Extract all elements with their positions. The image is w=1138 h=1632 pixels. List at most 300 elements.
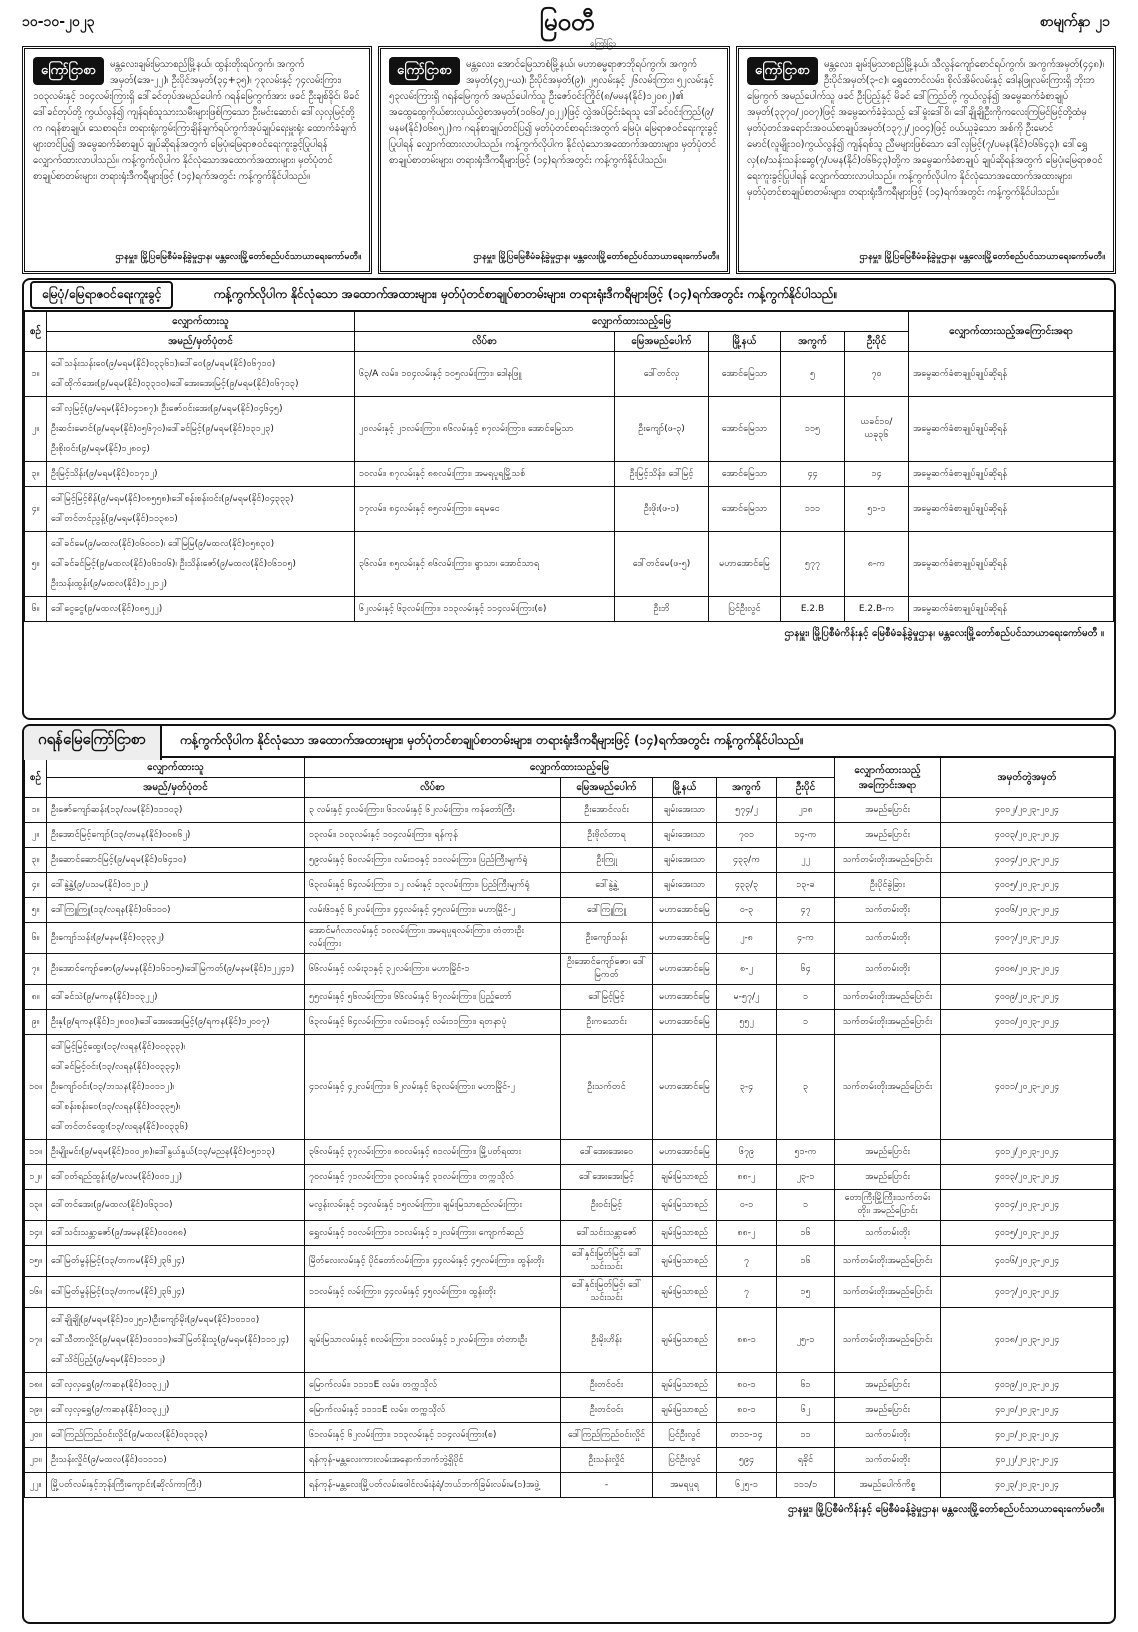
table-row [25,352,1114,397]
reason-cell: အမည်ပြောင်း [835,823,941,848]
owner-cell: ဦးကျော်သန်း [561,923,653,954]
plot-cell: ၁၄ [845,462,909,487]
applicant-names [47,1035,305,1140]
applicant-names [47,1398,305,1423]
owner-cell: ဦးသန်းလှိုင် [561,1448,653,1473]
plot-cell: ၁၃-ခ [777,873,835,898]
ref-cell: ၄၀၀၈/၂၀၂၃-၂၀၂၄ [941,954,1114,985]
township-cell: ပြင်ဦးလွင် [653,1423,717,1448]
plot-cell: ၁၁၁/၁ [777,1473,835,1498]
plot-cell: ၄၇ [777,898,835,923]
row-number: ၆။ [25,923,47,954]
block-cell: E.2.B [781,597,845,622]
township-cell: ချမ်းမြသာစည် [653,1246,717,1277]
col-land: လျှောက်ထားသည့်မြေ [355,312,909,332]
table-row [25,1398,1114,1423]
plot-cell: ၁၅ [777,1277,835,1308]
applicant-names [47,1423,305,1448]
block-cell: ၄၃၃/၃ [717,873,777,898]
applicant-name: ဒေါ်လှလှရွှေ(၉/ကဆန(နိုင်)၀၁၃၂၂) [51,1405,170,1415]
table-row [25,1140,1114,1165]
applicant-names [47,923,305,954]
applicant-name: ဦးကျော်ဝင်း(၁၃/ဘသန(နိုင်)၁၀၁၁၂)၊ [51,1082,175,1092]
applicant-name: ဒေါ်ငွေငွေ(၉/မထလ(နိုင်)၀၈၅၂၂) [51,604,163,614]
col-applicant: လျှောက်ထားသူ [47,758,305,778]
logo-text: မြဝတီ [539,7,595,36]
applicant-names [47,1448,305,1473]
ref-cell: ၄၀၀၇/၂၀၂၃-၂၀၂၄ [941,923,1114,954]
address-cell: မလွန်းလမ်းနှင့် ၁၄လမ်းနှင့် ၁၅လမ်းကြား၊ ချမ်းမြသာစည်လမ်းကြား [305,1190,561,1221]
row-number: ၁၅။ [25,1246,47,1277]
col-block: အကွက် [781,332,845,352]
owner-cell: ဒေါ်တင်မေ(ဖ-၅) [615,532,709,597]
col-address: လိပ်စာ [305,778,561,798]
reason-cell: သက်တမ်းတိုး [835,1221,941,1246]
applicant-names [47,1221,305,1246]
township-cell: ချမ်းမြသာစည် [653,1190,717,1221]
block-cell: ၇ [717,1277,777,1308]
address-cell: မြိတ်လေးလမ်းနှင့် ပိုင်တော်လမ်းကြား၊ ၄၄လမ်းနှင့် ၄၅လမ်းကြား၊ ထွန်းတိုး [305,1246,561,1277]
row-number: ၁၂။ [25,1165,47,1190]
owner-cell: ဦးဘိ [615,597,709,622]
reason-cell: သက်တမ်းတိုးအမည်ပြောင်း [835,848,941,873]
reason-cell: တောကြီးမြို့ကြီး၊သက်တမ်းတိုး၊ အမည်ပြောင်း [835,1190,941,1221]
reason-cell: သက်တမ်းတိုးအမည်ပြောင်း [835,1277,941,1308]
address-cell: ၅၅လမ်းနှင့် ၅၆လမ်းကြား၊ ၆၆လမ်းနှင့် ၆၇လမ်းကြား၊ ပြည့်တော် [305,985,561,1010]
applicant-name: ဒေါ်မြတ်မွန်မြင့်(၁၃/တကမ(နိုင်)၂၃၆၂၄) [51,1287,185,1297]
row-number: ၁၄။ [25,1221,47,1246]
table-row [25,1010,1114,1035]
map-copy-table-body [25,352,1114,622]
col-no: စဉ် [25,312,47,352]
notice-body: မန္တလေး၊ အောင်မြေသာစံမြို့နယ်၊ မဟာဓမ္မရာဇာဘိုရပ်ကွက်၊ အကွက်အမှတ်(၄၅၂-ဃ)၊ ဦးပိုင်အမှတ်(၉)၊ ၂၅လမ်းနှင့် ၂၆လမ်းကြား၊ ၅၂လမ်းနှင့် ၅၃လမ်းကြားရှိ ဂရန်မြေကွက် အမည်ပေါက်သူ ဦးဇော်ဝင်းကြိုင်(၈/မမန(နိုင်)၁၂၀၈၂)၏ အထွေထွေကိုယ်စားလှယ်လွှဲစာအမှတ်(၁၀၆၀/၂၀၂၂)ဖြင့် လွှဲအပ်ခြင်းခံရသူ ဒေါ်ခင်ဝင်းကြည်(၉/မနမ(နိုင်)၀၆၈၅၂)က ဂရန်စာချုပ်တင်ပြ၍ မှတ်ပုံတင်စာရင်းအတွက် မြေပုံ၊ မြေရာဇဝင်ရေးကူးခွင့်ပြုပါရန် လျှောက်ထားလာပါသည်။ ကန့်ကွက်လိုပါက နိုင်လုံသောအထောက်အထားများ၊ မှတ်ပုံတင်စာချုပ်စာတမ်းများ၊ တရားရုံးဒီကရီများဖြင့် (၁၄)ရက်အတွင်း ကန့်ကွက်နိုင်ပါသည်။ [389,59,718,166]
row-number: ၂၀။ [25,1423,47,1448]
plot-cell: ၄-က [777,923,835,954]
ref-cell: ၄၀၂၃/၂၀၂၃-၂၀၂၄ [941,1473,1114,1498]
applicant-names [47,1010,305,1035]
owner-cell: ဒေါ်တင်လှ [615,352,709,397]
applicant-names [47,985,305,1010]
applicant-name: ဒေါ်ဝတ်ရည်ထွန်း(၉/မလမ(နိုင်)၀၀၁၂၂) [51,1172,183,1182]
reason-cell: သက်တမ်းတိုး [835,954,941,985]
plot-cell: ၆၄ [777,954,835,985]
col-land: လျှောက်ထားသည့်မြေ [305,758,835,778]
address-cell: ရန်ကုန်-မန္တလေးကားလမ်းအနောက်ဘက်ဘွဲ့ရှိပိုင် [305,1448,561,1473]
block-cell: ၁၁၅ [781,397,845,462]
applicant-names [47,1373,305,1398]
applicant-name: ဒေါ်မြင့်မြင့်ထွေး(၁၃/လရန(နိုင်)၀၀၃၃၃)၊ [51,1042,186,1052]
row-number: ၅။ [25,898,47,923]
col-township: မြို့နယ် [653,778,717,798]
applicant-name: ဒေါ်ကြည်ကြည်ဝင်းလှိုင်(၉/မထလ(နိုင်)၀၃၁၃၃) [51,1430,208,1440]
ref-cell: ၄၀၂၂/၂၀၂၃-၂၀၂၄ [941,1448,1114,1473]
block-cell: ၅၉၄ [717,1448,777,1473]
col-owner: မြေအမည်ပေါက် [615,332,709,352]
address-cell: ၆၃လမ်းနှင့် ၆၄လမ်းကြား၊ လမ်း၁၀နှင့် လမ်း၁၁ကြား၊ ရတနာပုံ [305,1010,561,1035]
applicant-names [47,1308,305,1373]
ref-cell: ၄၀၁၈/၂၀၂၃-၂၀၂၄ [941,1308,1114,1373]
plot-cell: ၇၀ [845,352,909,397]
owner-cell: ဦးတင်ဝင်း [561,1373,653,1398]
reason-cell: အမွေဆက်ခံစာချုပ်ချုပ်ဆိုရန် [909,532,1114,597]
ref-cell: ၄၀၁၉/၂၀၂၃-၂၀၂၄ [941,1373,1114,1398]
applicant-names [47,532,355,597]
plot-cell: ၅၁-က [777,1140,835,1165]
address-cell: ၃၆လမ်း၊ ၈၅လမ်းနှင့် ၈၆လမ်းကြား၊ ရွာသာ၊ အောင်သာရ [355,532,615,597]
row-number: ၅။ [25,532,47,597]
notice-body: မန္တလေး၊ချမ်းမြသာစည်မြို့နယ်၊ ထွန်းတိုးရပ်ကွက်၊ အကွက်အမှတ်(အေ-၂၂)၊ ဦးပိုင်အမှတ်(၃၄+၃၅)၊ ၇၃လမ်းနှင့် ၇၄လမ်းကြား၊ ၁၀၃လမ်းနှင့် ၁၀၄လမ်းကြားရှိ ဒေါ်ခင်တုပ်အမည်ပေါက် ဂရန်မြေကွက်အား ဖခင် ဦးချစ်ခိုင်၊ မိခင် ဒေါ်ခင်တုပ်တို့ ကွယ်လွန်၍ ကျန်ရစ်သူသားသမီးများဖြစ်ကြသော ဦးမင်းဆောင်၊ ဒေါ်လှလှမြင့်တို့က ဂရန်စာချုပ်၊ သေစာရင်း၊ တရားရုံးကွမ်းကြာချိန်ချက်ရပ်ကွက်အုပ်ချုပ်ရေးမှူးရုံး ထောက်ခံချက်များတင်ပြ၍ အမွေဆက်ခံစာချုပ် ချုပ်ဆိုရန်အတွက် မြေပုံ၊မြေရာဇဝင်ရေးကူးခွင့်ပြုပါရန် လျှောက်ထားလာပါသည်။ ကန့်ကွက်လိုပါက နိုင်လုံသောအထောက်အထားများ၊ မှတ်ပုံတင်စာချုပ်စာတမ်းများ၊ တရားရုံးဒီကရီများဖြင့် (၁၄)ရက်အတွင်း ကန့်ကွက်နိုင်ပါသည်။ [33,59,360,182]
reason-cell: အမွေဆက်ခံစာချုပ်ချုပ်ဆိုရန် [909,397,1114,462]
block-cell: ၅၇၇ [781,532,845,597]
row-number: ၁၀။ [25,1035,47,1140]
section-title [24,280,1114,311]
block-cell: ၆၇၉ [717,1140,777,1165]
row-number: ၂၁။ [25,1448,47,1473]
plot-cell: ၁၄-က [777,823,835,848]
address-cell: ရန်ကုန်-မန္တလေးမြို့ပတ်လမ်းဖေါင်လမ်းနံရံ/ဘယ်ဘက်ခြမ်းလမ်းမ(၁)အဖွဲ့ [305,1473,561,1498]
ref-cell: ၄၀၁၁/၂၀၂၃-၂၀၂၄ [941,1035,1114,1140]
township-cell: ချမ်းမြသာစည် [653,1308,717,1373]
township-cell: ချမ်းအေးသာ [653,798,717,823]
township-cell: ချမ်းမြသာစည် [653,1373,717,1398]
block-cell: တ၁၁-၁၄ [717,1423,777,1448]
reason-cell: သက်တမ်းတိုးအမည်ပြောင်း [835,1035,941,1140]
reason-cell: အမွေဆက်ခံစာချုပ်ချုပ်ဆိုရန် [909,352,1114,397]
ref-cell: ၄၀၁၄/၂၀၂၃-၂၀၂၄ [941,1190,1114,1221]
owner-cell: ဒေါ်ကြူကြူ [561,898,653,923]
address-cell: မြောက်လမ်းနှင့် ၁၁၁၁E လမ်း၊ တက္ကသိုလ် [305,1398,561,1423]
owner-cell: ဦးကျော်(ဖ-၃) [615,397,709,462]
address-cell: အောင်မင်္ဂလာလမ်းနှင့် ၁၀လမ်းကြား၊ အမရပူရလမ်းကြား၊ တံတားဦးလမ်းကြား [305,923,561,954]
table-row [25,985,1114,1010]
township-cell: မဟာအောင်မြေ [653,898,717,923]
table-row [25,1473,1114,1498]
applicant-names [47,1246,305,1277]
row-number: ၆။ [25,597,47,622]
applicant-name: ဒေါ်မြင့်မြင့်စိန်(၉/မရမ(နိုင်)၀၈၅၅၈)၊ဒေါ်စန်းစန်းဝင်း(၉/မရမ(နိုင်)၀၄၃၃၃) [51,494,294,504]
page-header [0,0,1138,48]
plot-cell: ၂၃-၁ [777,1165,835,1190]
reason-cell: အမည်ပြောင်း [835,798,941,823]
section-tag: မြေပုံ/မြေရာဇဝင်ရေးကူးခွင့် [30,281,173,309]
applicant-name: ဒေါ်သင်းသန္တာဇော်(၉/အမန(နိုင်)၀၀၀၈၈) [51,1228,187,1238]
notice-2 [378,46,730,274]
col-applicant-sub: အမည်/မှတ်ပုံတင် [47,332,355,352]
applicant-names [47,1165,305,1190]
owner-cell: ဒေါ်နွဲ့နွဲ့ [561,873,653,898]
ref-cell: ၄၀၁၀/၂၀၂၃-၂၀၂၄ [941,1010,1114,1035]
block-cell: ဝ-၃ [717,898,777,923]
address-cell: ချမ်းမြသာလမ်းနှင့် ၈လမ်းကြား၊ ၁၁လမ်းနှင့် ၁၂လမ်းကြား၊ တံတားဦး [305,1308,561,1373]
plot-cell: ၂၅-၁ [777,1308,835,1373]
applicant-names [47,873,305,898]
applicant-name: ဦးကျော်သန်း(၉/မနမ(နိုင်)၀၃၃၃၂) [51,933,165,943]
col-plot: ဦးပိုင် [777,778,835,798]
plot-cell: ၅၁-၁ [845,487,909,532]
row-number: ၂။ [25,397,47,462]
notice-badge: ကြော်ငြာစာ [33,57,104,85]
owner-cell: ဒေါ်နှင်းမြတ်မြင့်၊ ဒေါ်သင်းသင်း [561,1277,653,1308]
col-applicant: လျှောက်ထားသူ [47,312,355,332]
col-owner: မြေအမည်ပေါက် [561,778,653,798]
owner-cell: ဒေါ်မြင့်မြင့် [561,985,653,1010]
applicant-name: ဦးဇော်ကျော်ဆန်း(၁၃/လမ(နိုင်)၁၁၁၀၃) [51,805,183,815]
applicant-name: ဦးဆောင်ဆောင်မြင့်(၉/မရမ(နိုင်)၀၆၄၁၀) [51,855,187,865]
township-cell: မဟာအောင်မြေ [709,532,781,597]
reason-cell: ဦးပိုင်ခွဲခြား [835,873,941,898]
owner-cell: ဒေါ်အေးအေးဝေ [561,1140,653,1165]
plot-cell: ၁၆ [777,1246,835,1277]
owner-cell: ဦးသက်တင် [561,1035,653,1140]
applicant-name: ဒေါ်ကြူကြူ(၁၃/လရန(နိုင်)၀၆၁၁၀) [51,905,171,915]
block-cell: ၄၄ [781,462,845,487]
address-cell: ၃ လမ်းနှင့် ၄လမ်းကြား၊ ၆၁လမ်းနှင့် ၆၂လမ်းကြား၊ ကန်တော်ကြီး [305,798,561,823]
ref-cell: ၄၀၁၂/၂၀၂၃-၂၀၂၄ [941,1140,1114,1165]
table-row [25,1221,1114,1246]
address-cell: ၁၇လမ်း၊ ၈၄လမ်းနှင့် ၈၅လမ်းကြား၊ ရေမငေ [355,487,615,532]
applicant-names [47,397,355,462]
applicant-name: ဦးအောင်ကျော်ဇော(၉/မမန(နိုင်)၁၆၁၁၅)၊ဒေါ်မြကတ်(၉/မနမ(နိုင်)၁၂၂၄၁) [51,964,295,974]
table-row [25,1190,1114,1221]
address-cell: ၁၃လမ်း၊ ၁၀၃လမ်းနှင့် ၁၀၄လမ်းကြား၊ ရန်ကုန် [305,823,561,848]
block-cell: ၆၂၅-၁ [717,1473,777,1498]
section-footer: ဌာနမှူး၊ မြို့ပြစီမံကိန်းနှင့် မြေစီမံခန့်ခွဲမှုဌာန၊ မန္တလေးမြို့တော်စည်ပင်သာယာရေးကော်မတီ ။ [784,628,1104,639]
ref-cell: ၄၀၂၀/၂၀၂၃-၂၀၂၄ [941,1398,1114,1423]
township-cell: ချမ်းမြသာစည် [653,1277,717,1308]
table-row [25,898,1114,923]
reason-cell: အမွေဆက်ခံစာချုပ်ချုပ်ဆိုရန် [909,462,1114,487]
reason-cell: သက်တမ်းတိုးအမည်ပြောင်း [835,985,941,1010]
ref-cell: ၄၀၀၅/၂၀၂၃-၂၀၂၄ [941,873,1114,898]
reason-cell: သက်တမ်းတိုး [835,898,941,923]
applicant-names [47,1473,305,1498]
plot-cell: ၂၂ [777,848,835,873]
table-row [25,532,1114,597]
address-cell: ၂၀လမ်းနှင့် ၂၁လမ်းကြား၊ ၈၆လမ်းနှင့် ၈၇လမ်းကြား၊ အောင်မြေသာ [355,397,615,462]
plot-cell: ရခိုင် [777,1448,835,1473]
plot-cell: E.2.B-က [845,597,909,622]
notice-3 [736,46,1116,274]
block-cell: ၈၀-၁ [717,1398,777,1423]
block-cell: မ-၅၇/၂ [717,985,777,1010]
plot-cell: ၂၁၈ [777,798,835,823]
grant-land-table-body [25,798,1114,1498]
reason-cell: သက်တမ်းတိုး [835,1423,941,1448]
table-row [25,397,1114,462]
reason-cell: အမွေဆက်ခံစာချုပ်ချုပ်ဆိုရန် [909,487,1114,532]
plot-cell: ၁ [777,1010,835,1035]
table-row [25,1308,1114,1373]
col-ref: အမှတ်တွဲအမှတ် [941,758,1114,798]
applicant-name: ဒေါ်လှမြင့်(၉/မရမ(နိုင်)၀၄၁၈၇)၊ ဦးဇော်ဝင်းအေး(၉/မရမ(နိုင်)၀၄၆၄၅) [51,404,283,414]
owner-cell: ဒေါ်အေးအေးမြင့် [561,1165,653,1190]
applicant-name: ဒေါ်စန်းစန်းဝေ(၁၃/လရန(နိုင်)၀၀၃၃၅)၊ [51,1102,181,1112]
ref-cell: ၄၀၂၁/၂၀၂၃-၂၀၂၄ [941,1423,1114,1448]
applicant-name: ဦးအောင်မြင့်ကျော်(၁၃/တမန(နိုင်)၀၀၈၆၂) [51,830,191,840]
notice-body: မန္တလေး၊ ချမ်းမြသာစည်မြို့နယ်၊ သီလွန်ကျော်စောင်ရပ်ကွက်၊ အကွက်အမှတ်(၄၄၈)၊ ဦးပိုင်အမှတ်(၃-င)၊ ရွှေတောင်လမ်း၊ စိုလ်အိမ်လမ်းနှင့် ဒေါနဖြူလမ်းကြားရှိ ဘိုးဘမြေကွက် အမည်ပေါက်သူ ဖခင် ဦးပြည့်နှင့် မိခင် ဒေါ်ကြည်တို့ ကွယ်လွန်၍ အမွေဆက်ခံစာချုပ်အမှတ်(၃၃၇၀/၂၀၀၇)ဖြင့် အမွေဆက်ခံခဲ့သည့် ဒေါ်မှုံးဒေါ်ဝိ၊ ဒေါ်ချိုချိုဦးကိုကလေးကြမြင်မြင့်တို့ထံမှ မှတ်ပုံတင်အရောင်းအဝယ်စာချုပ်အမှတ်(၁၃၇၂/၂၀၀၄)ဖြင့် ဝယ်ယူခဲ့သော အစ်ကို ဦးမောင်မောင်(လူမျိုး၁၀)ကွယ်လွန်၍ ကျန်ရစ်သူ ညီမများဖြစ်သော ဒေါ်လှမြင့်(၇/ပမန(နိုင်)၀၆၆၄၃)၊ ဒေါ်ရွှေလှ(၈/သန်းသန်းဆွေ(၇/ပမန(နိုင်)၀၆၆၄၃)တို့က အမွေဆက်ခံစာချုပ် ချုပ်ဆိုရန်အတွက် မြေပုံ၊မြေရာဇဝင် ရေးကူးခွင့်ပြုပါရန် လျှောက်ထားလာပါသည်။ ကန့်ကွက်လိုပါက နိုင်လုံသောအထောက်အထားများ၊ မှတ်ပုံတင်စာချုပ်စာတမ်းများ၊ တရားရုံးဒီကရီများဖြင့် (၁၄)ရက်အတွင်း ကန့်ကွက်နိုင်ပါသည်။ [747,59,1105,198]
ref-cell: ၄၀၀၆/၂၀၂၃-၂၀၂၄ [941,898,1114,923]
applicant-name: ဒေါ်သီတာလှိုင်(၉/မရမ(နိုင်)၁၀၁၁၁)၊ဒေါ်မြတ်နိုးသူ(၉/မရမ(နိုင်)၁၁၁၂၄) [51,1335,290,1345]
applicant-name: ဒေါ်ခင်သဲ(၉/မကန(နိုင်)၁၁၃၂၂) [51,992,158,1002]
row-number: ၁၈။ [25,1373,47,1398]
table-row [25,1246,1114,1277]
table-row [25,823,1114,848]
address-cell: ၄၁လမ်းနှင့် ၄၂လမ်းကြား၊ ၆၂လမ်းနှင့် ၆၃လမ်းကြား၊ မဟာမြိုင်-၂ [305,1035,561,1140]
col-applicant-sub: အမည်/မှတ်ပုံတင် [47,778,305,798]
row-number: ၁။ [25,352,47,397]
applicant-names [47,597,355,622]
applicant-names [47,954,305,985]
table-row [25,597,1114,622]
row-number: ၉။ [25,1010,47,1035]
address-cell: ၆၃လမ်းနှင့် ၆၄လမ်းကြား၊ ၁၂ လမ်းနှင့် ၁၃လမ်းကြား၊ ပြည်ကြီးမျက်ရုံ [305,873,561,898]
plot-cell: ၈-က [845,532,909,597]
map-copy-table [24,311,1114,622]
owner-cell: ဦးမြင့်သိန်း၊ ဒေါ်မြင့် [615,462,709,487]
address-cell: မြောက်လမ်း၊ ၁၁၁၁E လမ်း၊ တက္ကသိုလ် [305,1373,561,1398]
notice-footer: ဌာနမှူး၊ မြို့ပြမြေစီမံခန့်ခွဲမှုဌာန၊ မန္တလေးမြို့တော်စည်ပင်သာယာရေးကော်မတီ။ [859,252,1105,262]
applicant-name: ဦးမျိုးမင်း(၉/မရမ(နိုင်)၁၀၀၂၈)၊ဒေါ်နွယ်နွယ်(၁၃/မညန(နိုင်)၀၅၁၁၃) [51,1147,275,1157]
reason-cell: သက်တမ်းတိုး [835,1448,941,1473]
row-number: ၄။ [25,873,47,898]
block-cell: ၈၈-၁ [717,1308,777,1373]
table-row [25,1277,1114,1308]
block-cell: ၈၀-၁ [717,1373,777,1398]
township-cell: ချမ်းအေးသာ [653,873,717,898]
owner-cell: ဦးဗိုလ်တာရ [561,823,653,848]
reason-cell: သက်တမ်းတိုးအမည်ပြောင်း [835,1308,941,1373]
row-number: ၇။ [25,954,47,985]
applicant-names [47,898,305,923]
township-cell: မဟာအောင်မြေ [653,923,717,954]
address-cell: ရွှေလမ်းနှင့် ၁၀လမ်းကြား၊ ၁၁လမ်းနှင့် ၁၂လမ်းကြား၊ ကျောက်ဆည် [305,1221,561,1246]
applicant-names [47,1277,305,1308]
address-cell: ၃၆လမ်းနှင့် ၃၇လမ်းကြား၊ ၈၀လမ်းနှင့် ၈၁လမ်းကြား၊ မြို့ပတ်ရထား [305,1140,561,1165]
col-township: မြို့နယ် [709,332,781,352]
address-cell: ၆၆လမ်းနှင့် လမ်း၃၁နှင့် ၃၂လမ်းကြား၊ မဟာမြိုင်-၁ [305,954,561,985]
township-cell: ချမ်းမြသာစည် [653,1221,717,1246]
township-cell: မဟာအောင်မြေ [653,1010,717,1035]
owner-cell: ဦးဖိုး(ဖ-၁) [615,487,709,532]
township-cell: မဟာအောင်မြေ [653,954,717,985]
applicant-names [47,1190,305,1221]
table-row [25,798,1114,823]
ref-cell: ၄၀၀၉/၂၀၂၃-၂၀၂၄ [941,985,1114,1010]
block-cell: ၇ [717,1246,777,1277]
reason-cell: သက်တမ်းတိုး [835,923,941,954]
township-cell: ချမ်းအေးသာ [653,823,717,848]
notice-footer: ဌာနမှူး၊ မြို့ပြမြေစီမံခန့်ခွဲမှုဌာန၊ မန္တလေးမြို့တော်စည်ပင်သာယာရေးကော်မတီ။ [473,252,719,262]
reason-cell: အမည်ပြောင်း [835,1373,941,1398]
plot-cell: ၁ [777,1190,835,1221]
owner-cell: ဦးကသောင်း [561,1010,653,1035]
reason-cell: အမွေဆက်ခံစာချုပ်ချုပ်ဆိုရန် [909,597,1114,622]
plot-cell: ၆၂ [777,1398,835,1423]
owner-cell: ဒေါ်ကြည်ကြည်ဝင်းလှိုင် [561,1423,653,1448]
township-cell: ချမ်းအေးသာ [653,848,717,873]
ref-cell: ၄၀၀၂/၂၀၂၃-၂၀၂၄ [941,798,1114,823]
applicant-name: ဦးနု(၉/ရကန(နိုင်)၁၂၈၀၀)၊ဒေါ်အေးအေးမြင့်(၉/ရကန(နိုင်)၁၂၀၀၇) [51,1017,270,1027]
plot-cell: ၁၆ [777,1221,835,1246]
section-note: ကန့်ကွက်လိုပါက နိုင်လုံသော အထောက်အထားများ၊ မှတ်ပုံတင်စာချုပ်စာတမ်းများ၊ တရားရုံးဒီကရီများဖြင့် (၁၄)ရက်အတွင်း ကန့်ကွက်နိုင်ပါသည်။ [213,287,838,301]
row-number: ၁၆။ [25,1277,47,1308]
row-number: ၄။ [25,487,47,532]
applicant-name: ဒေါ်သန်းသန်းဝေ(၉/မရမ(နိုင်)၀၃၃၆၁)၊ဒေါ်ဝေ(၉/မရမ(နိုင်)၀၆၇၁၀) [51,359,276,369]
owner-cell: ဦးတင်ဝင်း [561,1398,653,1423]
table-row [25,1448,1114,1473]
block-cell: ၅ [781,352,845,397]
plot-cell: ၁၁ [777,1423,835,1448]
block-cell: ၈-၂ [717,954,777,985]
address-cell: ၅၉လမ်းနှင့် ၆၀လမ်းကြား၊ လမ်း၁၀နှင့် ၁၁လမ်းကြား၊ ပြည်ကြီးမျက်ရုံ [305,848,561,873]
township-cell: အမရပူရ [653,1473,717,1498]
reason-cell: အမည်ပြောင်း [835,1165,941,1190]
owner-cell: - [561,1473,653,1498]
table-row [25,462,1114,487]
notice-footer: ဌာနမှူး၊ မြို့ပြမြေစီမံခန့်ခွဲမှုဌာန၊ မန္တလေးမြို့တော်စည်ပင်သာယာရေးကော်မတီ။ [115,252,361,262]
ref-cell: ၄၀၁၆/၂၀၂၃-၂၀၂၄ [941,1246,1114,1277]
section-note: ကန့်ကွက်လိုပါက နိုင်လုံသော အထောက်အထားများ၊ မှတ်ပုံတင်စာချုပ်စာတမ်းများ၊ တရားရုံးဒီကရီများဖြင့် (၁၄)ရက်အတွင်း ကန့်ကွက်နိုင်ပါသည်။ [179,733,804,747]
address-cell: ၁၁လမ်းနှင့် လမ်းကြား၊ ၄၄လမ်းနှင့် ၄၅လမ်းကြား၊ ထွန်းတိုး [305,1277,561,1308]
applicant-names [47,823,305,848]
row-number: ၂။ [25,823,47,848]
ref-cell: ၄၀၁၃/၂၀၂၃-၂၀၂၄ [941,1165,1114,1190]
grant-land-table [24,757,1114,1498]
applicant-names [47,798,305,823]
table-row [25,1423,1114,1448]
applicant-name: ဒေါ်ချိုချို(၉/မရမ(နိုင်)၁၀၂၅၁)၊ဦးကျော်မိုး(၉/မရမ(နိုင်)၁၀၁၁၀) [51,1315,260,1325]
map-copy-section [22,278,1116,720]
reason-cell: သက်တမ်းတိုးအမည်ပြောင်း [835,1010,941,1035]
applicant-name: ဒေါ်ခင်မေ(၉/မထလ(နိုင်)၀၆၀၀၁)၊ ဒေါ်မြမြ(၉/မထလ(နိုင်)၀၅၈၃၀) [51,539,275,549]
address-cell: ၇၀လမ်းနှင့် ၇၁လမ်းကြား၊ ၃၀လမ်းနှင့် ၃၁လမ်းကြား၊ တက္ကသိုလ် [305,1165,561,1190]
table-row [25,487,1114,532]
plot-cell: ၆၁ [777,1373,835,1398]
applicant-names [47,487,355,532]
grant-land-section [22,724,1116,1624]
section-title [24,726,1114,757]
table-row [25,1373,1114,1398]
block-cell: ၃-၄ [717,1035,777,1140]
block-cell: ၄၃၃/က [717,848,777,873]
row-number: ၁၇။ [25,1308,47,1373]
applicant-names [47,462,355,487]
applicant-name: ဦးသန်းလှိုင်(၉/မထလ(နိုင်)၀၁၁၁၁) [51,1455,167,1465]
col-block: အကွက် [717,778,777,798]
applicant-name: ဒေါ်မြတ်မွန်မြင့်(၁၃/တကမ(နိုင်)၂၃၆၂၄) [51,1256,185,1266]
township-cell: အောင်မြေသာ [709,352,781,397]
owner-cell: ဒေါ်သင်းသန္တာဇော် [561,1221,653,1246]
applicant-name: ဒေါ်တင်အေး(၉/မထလ(နိုင်)၀၆၃၁၀) [51,1200,173,1210]
row-number: ၁၃။ [25,1190,47,1221]
township-cell: အောင်မြေသာ [709,487,781,532]
block-cell: ၂-၈ [717,923,777,954]
township-cell: ပြင်ဦးလွင် [653,1448,717,1473]
applicant-name: ဦးစိုးဝင်း(၉/မရမ(နိုင်)၁၂၈၀၄) [51,444,150,454]
newspaper-logo [512,6,622,48]
address-cell: လမ်း၆၁နှင့် ၆၂လမ်းကြား၊ ၄၄လမ်းနှင့် ၄၅လမ်းကြား၊ မဟာမြိုင်-၂ [305,898,561,923]
table-row [25,848,1114,873]
address-cell: ၁၀လမ်း၊ ၈၇လမ်းနှင့် ၈၈လမ်းကြား၊ အမရပူရမြို့သစ် [355,462,615,487]
township-cell: ပြင်ဦးလွင် [709,597,781,622]
col-plot: ဦးပိုင် [845,332,909,352]
col-no: စဉ် [25,758,47,798]
col-reason: လျှောက်ထားသည့်အကြောင်းအရာ [909,312,1114,352]
applicant-name: ဦးသန်းထွန်း(၉/မထလ(နိုင်)၁၂၂၁၂) [51,579,168,589]
notice-1 [22,46,372,274]
applicant-name: ဦးဆင်းမောင်(၉/မရမ(နိုင်)၀၅၆၇၀)၊ဒေါ်ခင်မြင့်(၉/မရမ(နိုင်)၁၃၁၂၃) [51,424,274,434]
address-cell: ၆၁လမ်းနှင့် ၆၂လမ်းကြား၊ ၁၁၃လမ်းနှင့် ၁၁၄လမ်းကြား(စ) [305,1423,561,1448]
